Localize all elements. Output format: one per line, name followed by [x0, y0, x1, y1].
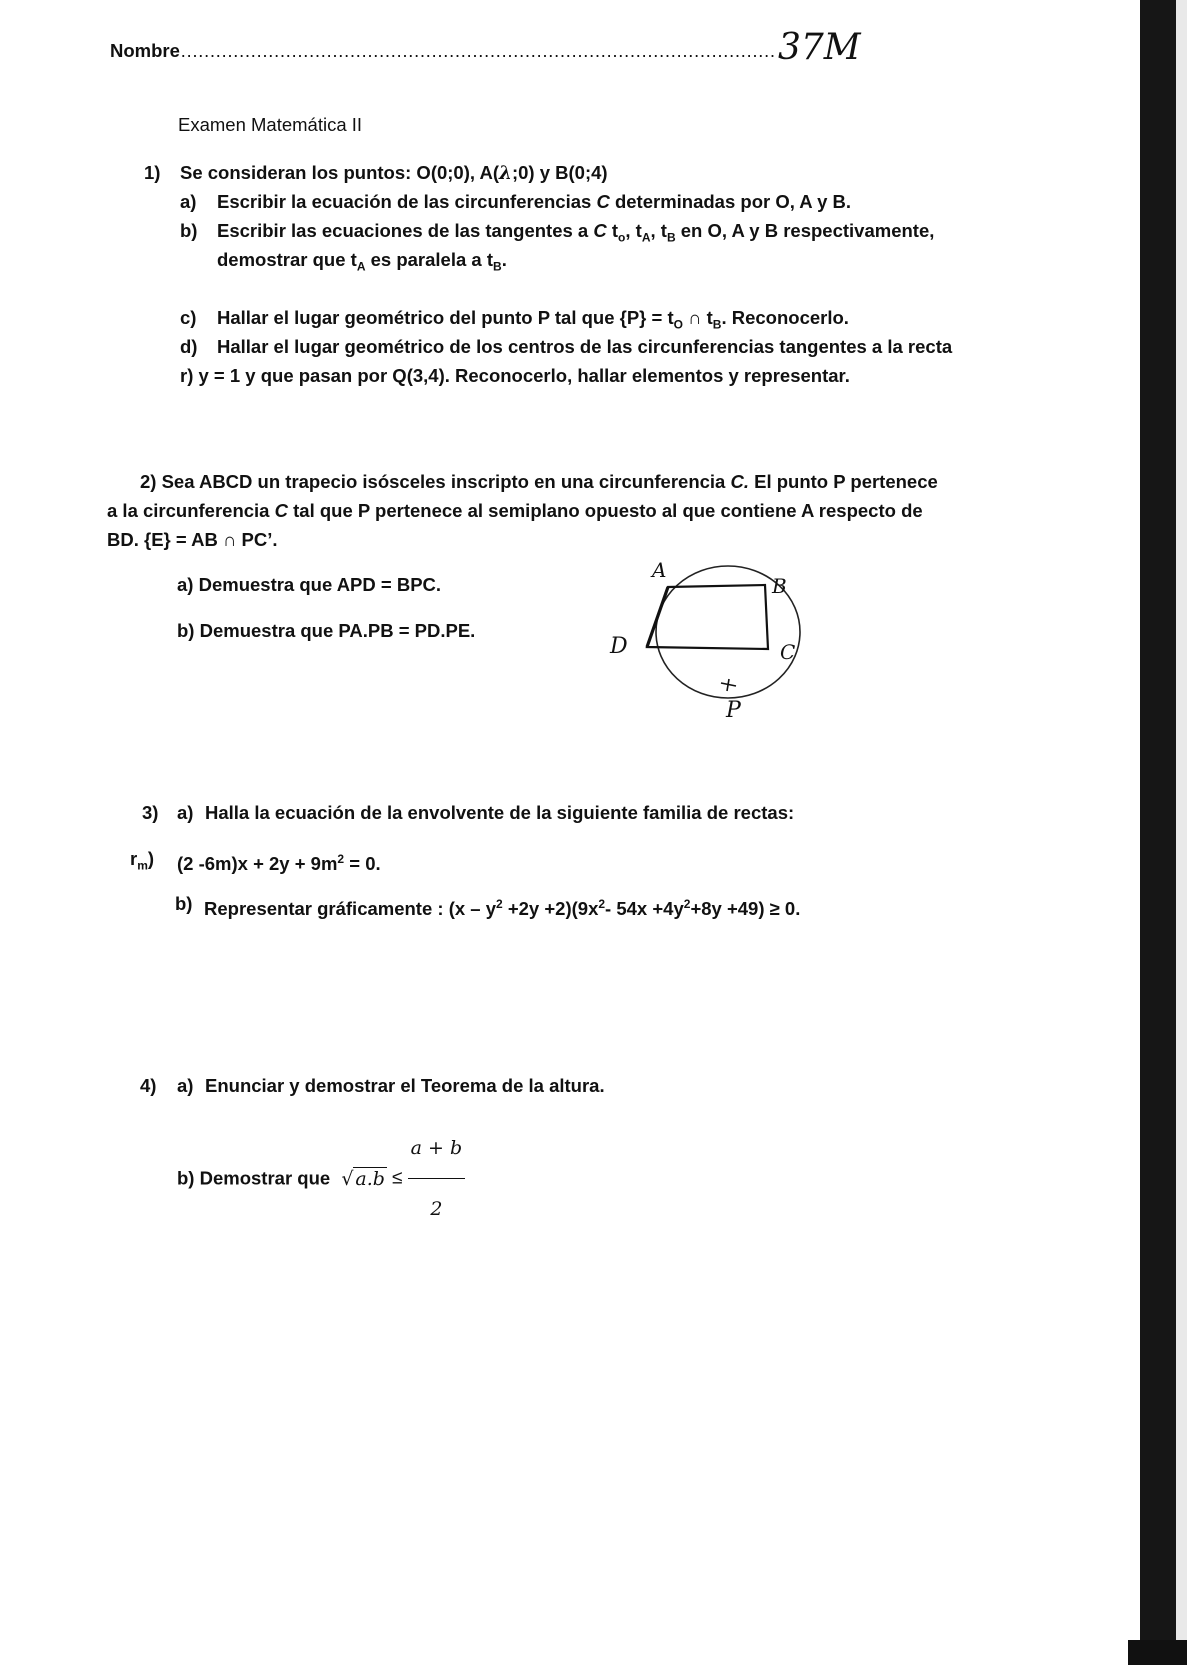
name-dots: ………………………………………………………………………………………… — [179, 40, 775, 61]
q2b-text: b) Demuestra que PA.PB = PD.PE. — [177, 620, 476, 641]
q1d-text-line2: r) y = 1 y que pasan por Q(3,4). Reconocerlo, hallar elementos y representar. — [180, 365, 850, 386]
q2-line2: a la circunferencia C tal que P pertenece al semiplano opuesto al que contiene A respecto de — [107, 500, 923, 521]
rm-label: $r_m$) — [130, 848, 155, 873]
figure-label-d: D — [610, 634, 628, 659]
q3-number: 3) — [142, 802, 159, 823]
scan-edge-margin — [1176, 0, 1187, 1665]
q2a-text: a) Demuestra que APD = BPC. — [177, 574, 442, 595]
name-field — [110, 40, 775, 62]
q1c-text: Hallar el lugar geométrico del punto P tal que $\{P\} = t_O$ ∩ $t_B$. Reconocerlo. — [217, 307, 849, 332]
name-label: Nombre — [110, 40, 180, 61]
q1d-text: Hallar el lugar geométrico de los centros de las circunferencias tangentes a la recta — [217, 336, 953, 357]
q1-number: 1) — [144, 162, 161, 183]
trapezoid-figure — [600, 555, 820, 725]
scan-edge-bar — [1140, 0, 1176, 1665]
q3b-text: Representar gráficamente : $(x - y^2 +2y +2)(9x^2-$ $54x +4y^2+8y +49) \ge 0$. — [204, 897, 801, 920]
q1a-label: a) — [180, 191, 197, 212]
figure-label-p: P — [726, 698, 741, 723]
handwritten-code: 37M — [778, 27, 861, 68]
figure-label-b: B — [772, 574, 787, 598]
q3b-label: b) — [175, 893, 193, 914]
figure-label-c: C — [780, 640, 796, 664]
q2-line1: 2) Sea ABCD un trapecio isósceles inscripto en una circunferencia C. El punto P pertenece — [140, 471, 938, 492]
q1-intro: Se consideran los puntos: O(0;0), A(λ;0) y B(0;4) — [180, 162, 608, 184]
q4b-statement — [177, 1120, 465, 1220]
q1d-label: d) — [180, 336, 198, 357]
q1b-text-line2: demostrar que $t_A$ es paralela a $t_B$. — [217, 249, 507, 274]
q4a-text: Enunciar y demostrar el Teorema de la altura. — [205, 1075, 605, 1096]
fraction-a-plus-b-over-2: $\frac{a + b}{2}$ — [408, 1120, 466, 1237]
rm-equation: (2 $-6m)x + 2y + 9m^2 = 0$. — [177, 852, 381, 875]
q3a-text: Halla la ecuación de la envolvente de la siguiente familia de rectas: — [205, 802, 795, 823]
exam-title: Examen Matemática II — [178, 114, 363, 135]
q1c-label: c) — [180, 307, 197, 328]
side-ad — [647, 587, 668, 647]
figure-label-a: A — [652, 558, 667, 582]
q4b-text: b) Demostrar que — [177, 1167, 331, 1189]
q3a-label: a) — [177, 802, 194, 823]
q1a-text: Escribir la ecuación de las circunferencias C determinadas por O, A y B. — [217, 191, 852, 212]
scan-corner-mark — [1128, 1640, 1187, 1665]
q4a-label: a) — [177, 1075, 194, 1096]
leq-symbol: ≤ — [392, 1167, 403, 1189]
q1b-label: b) — [180, 220, 198, 241]
lambda-symbol: λ — [499, 163, 512, 184]
q4-number: 4) — [140, 1075, 157, 1096]
q1b-text: Escribir las ecuaciones de las tangentes a C $t_o$, $t_A$, $t_B$ en O, A y B respectivamente, — [217, 220, 935, 245]
sqrt-expression: √ a.b — [341, 1167, 385, 1190]
q2-line3: BD. {E} = AB ∩ PC’. — [107, 529, 278, 550]
